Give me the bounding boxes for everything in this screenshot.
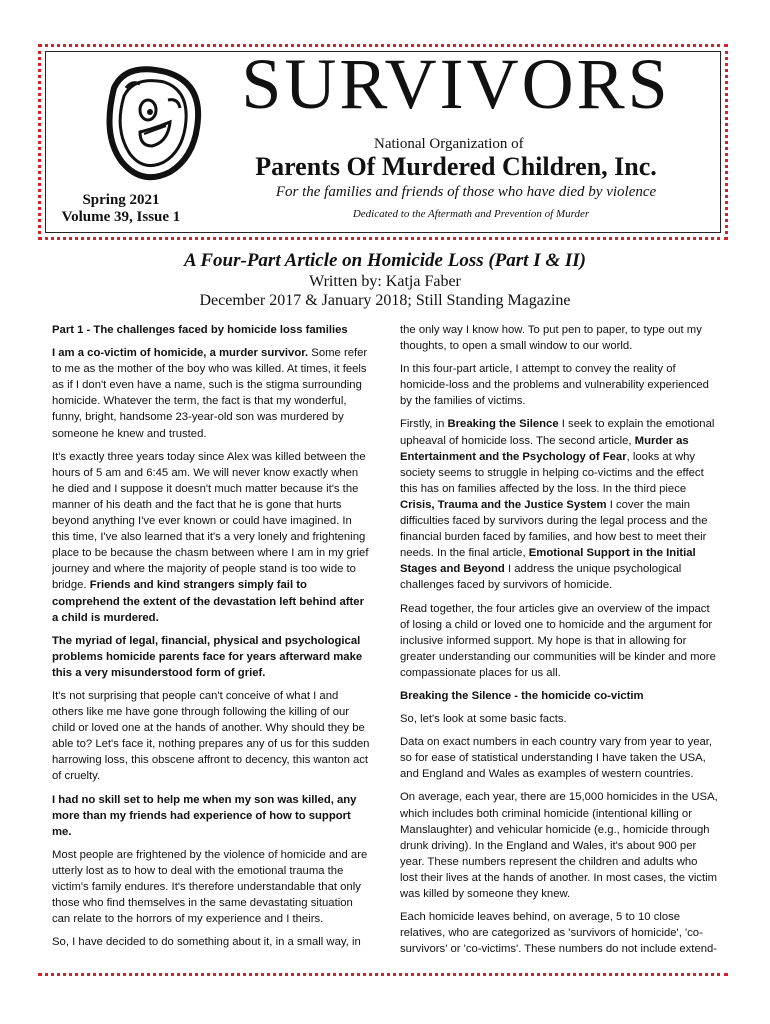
bold-lead: I am a co-victim of homicide, a murder survivor. — [52, 347, 309, 360]
body-text: I seek to explain the emotional upheaval of homicide loss. The second article, — [400, 418, 715, 447]
body-text: I cover the main difficulties faced by survivors during the legal process and the financial burden faced by families, and how best to meet their needs. In the final article, — [400, 498, 708, 560]
issue-volume: Volume 39, Issue 1 — [61, 209, 181, 225]
issue-info — [56, 192, 186, 226]
paragraph: Most people are frightened by the violence of homicide and are utterly lost as to how to deal with the emotional trauma the victim's family endures. It's therefore understandable that only those who find themselves in the same devastating situation can relate to the horrors of my experience and I theirs. — [52, 848, 368, 926]
article-byline: Written by: Katja Faber — [309, 273, 461, 290]
brand-title: SURVIVORS — [241, 44, 671, 124]
section-heading: Part 1 - The challenges faced by homicide loss families — [52, 324, 348, 336]
right-column — [400, 322, 718, 964]
national-org-label: National Organization of — [374, 136, 524, 152]
article-ref: Breaking the Silence — [447, 418, 559, 431]
body-text: Some refer to me as the mother of the boy who was killed. At times, it feels as if I don't even have a name, such is the stigma surrounding homicide. Whatever the term, the fact is that my wonderful, funny, bright, handsome 23-year-old son was murdered by someone he knew and trusted. — [52, 347, 368, 440]
org-name: Parents Of Murdered Children, Inc. — [255, 152, 657, 181]
pull-paragraph: The myriad of legal, financial, physical and psychological problems homicide parents face for years afterward make this a very misunderstood form of grief. — [52, 634, 363, 679]
paragraph: Each homicide leaves behind, on average, 5 to 10 close relatives, who are categorized as 'survivors of homicide', 'co-survivors' or 'co-victims'. These numbers do not include extend- — [400, 911, 718, 956]
article-source: December 2017 & January 2018; Still Standing Magazine — [199, 292, 571, 309]
paragraph — [52, 345, 370, 442]
paragraph: In this four-part article, I attempt to convey the reality of homicide-loss and the problems and vulnerability experienced by the families of victims. — [400, 363, 709, 408]
body-text: , looks at why society seems to struggle in helping co-victims and the effect this has on families affected by the loss. In the third piece — [400, 450, 704, 495]
body-text: It's exactly three years today since Alex was killed between the hours of 5 am and 6:45 am. We will never know exactly when he died and I suppose it doesn't much matter because it's the manner of his death and the fact that he is gone that hurts beyond anything I've ever known or could have imagined. In this time, I've also learned that it's a very lonely and frightening place to be because the chasm between where I am in my grief journey and where the majority of people stand is too wide to bridge. — [52, 450, 369, 592]
issue-season: Spring 2021 — [82, 192, 160, 208]
paragraph: So, I have decided to do something about it, in a small way, in — [52, 936, 361, 949]
body-text: Firstly, in — [400, 418, 448, 431]
article-title: A Four-Part Article on Homicide Loss (Part I & II) — [183, 250, 586, 271]
article-ref: Crisis, Trauma and the Justice System — [400, 498, 607, 511]
masthead — [38, 44, 728, 240]
article-header — [0, 250, 770, 310]
left-column — [52, 322, 370, 957]
section-heading: Breaking the Silence - the homicide co-victim — [400, 689, 644, 702]
paragraph — [52, 449, 370, 626]
tagline: For the families and friends of those who have died by violence — [275, 184, 657, 200]
dedication: Dedicated to the Aftermath and Prevention of Murder — [352, 208, 590, 220]
bottom-dotted-rule — [38, 973, 728, 976]
paragraph — [400, 416, 718, 593]
body-text: I address the unique psychological challenges faced by survivors of homicide. — [400, 563, 682, 592]
paragraph: the only way I know how. To put pen to paper, to type out my thoughts, to open a small window to our world. — [400, 324, 702, 353]
article-ref: Emotional Support in the Initial Stages and Beyond — [400, 547, 696, 576]
paragraph: On average, each year, there are 15,000 homicides in the USA, which includes both criminal homicide (intentional killing or Manslaughter) and vehicular homicide (e.g., homicide through drunk driving). In the England and Wales, it's about 900 per year. These numbers represent the children and adults who lost their lives at the hands of another. In most cases, the victim was killed by someone they knew. — [400, 791, 718, 900]
paragraph: Data on exact numbers in each country vary from year to year, so for ease of statistical understanding I have taken the USA, and England and Wales as examples of western countries. — [400, 736, 713, 781]
paragraph: So, let's look at some basic facts. — [400, 713, 567, 726]
paragraph: It's not surprising that people can't conceive of what I and others like me have gone through following the killing of our child or loved one at the hands of another. Why should they be able to? Let's face it, nothing prepares any of us for this sudden harrowing loss, this obscene affront to decency, this wanton act of cruelty. — [52, 689, 370, 783]
bold-text: Friends and kind strangers simply fail to comprehend the extent of the devastation left behind after a child is murdered. — [52, 579, 364, 624]
pull-paragraph: I had no skill set to help me when my son was killed, any more than my friends had experience of how to support me. — [52, 793, 357, 838]
masthead-frame — [45, 44, 721, 233]
article-ref: Murder as Entertainment and the Psychology of Fear — [400, 434, 689, 463]
paragraph: Read together, the four articles give an overview of the impact of losing a child or loved one to homicide and the argument for inclusive informed support. My hope is that in allowing for greater understanding our communities will be kinder and more compassionate places for us all. — [400, 602, 716, 679]
